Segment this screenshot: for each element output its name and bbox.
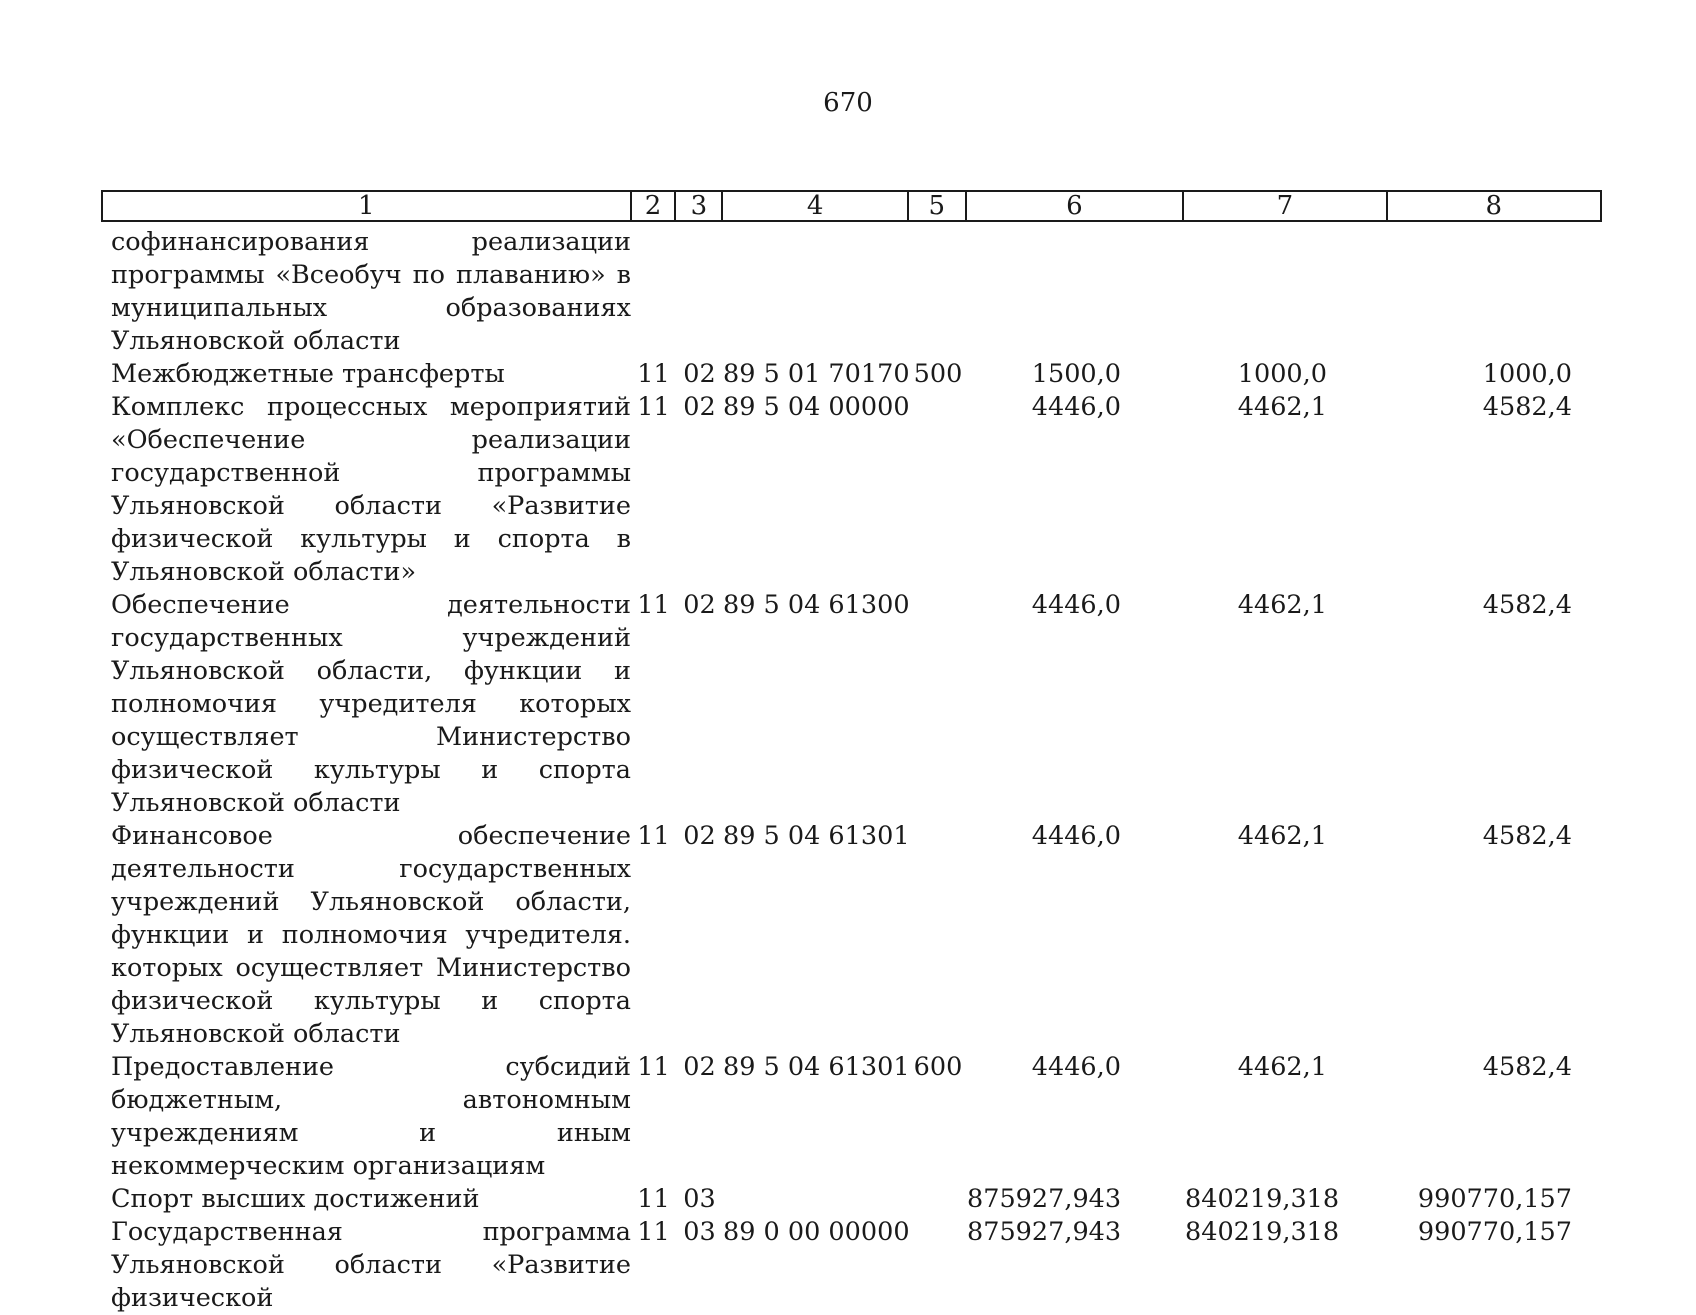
row-value-col6: 4446,0: [1031, 1052, 1121, 1082]
row-subsection: 02: [683, 590, 716, 620]
row-section: 11: [637, 1052, 670, 1082]
row-subsection: 02: [683, 821, 716, 851]
row-value-col6: 875927,943: [967, 1184, 1122, 1214]
row-target-article: 89 5 01 70170: [723, 359, 910, 389]
header-col-7: 7: [1184, 192, 1387, 220]
row-expense-type: 500: [913, 359, 963, 389]
row-value-col6: 875927,943: [967, 1217, 1122, 1247]
row-section: 11: [637, 1184, 670, 1214]
row-subsection: 02: [683, 359, 716, 389]
table-row: [101, 358, 1602, 391]
header-col-4: 4: [723, 192, 909, 220]
table-header: [101, 190, 1602, 222]
row-value-col7: 840219,318: [1185, 1184, 1340, 1214]
row-value-col7: 4462,1: [1237, 1052, 1327, 1082]
row-target-article: 89 5 04 00000: [723, 392, 910, 422]
table-row: [101, 391, 1602, 589]
row-target-article: 89 5 04 61300: [723, 590, 910, 620]
row-value-col8: 990770,157: [1417, 1184, 1572, 1214]
row-expense-type: [909, 820, 967, 1051]
row-expense-type: 600: [913, 1052, 963, 1082]
header-col-1: 1: [103, 192, 632, 220]
row-value-col8: 4582,4: [1482, 821, 1572, 851]
row-value-col6: 4446,0: [1031, 392, 1121, 422]
row-section: 11: [637, 1217, 670, 1247]
header-col-6: 6: [967, 192, 1184, 220]
row-value-col6: 4446,0: [1031, 590, 1121, 620]
row-section: 11: [637, 359, 670, 389]
row-value-col8: [1389, 226, 1602, 358]
row-section: 11: [637, 821, 670, 851]
row-value-col7: 840219,318: [1185, 1217, 1340, 1247]
row-value-col7: [1185, 226, 1389, 358]
row-expense-type: [909, 589, 967, 820]
row-section: 11: [637, 590, 670, 620]
header-col-8: 8: [1485, 191, 1503, 221]
row-target-article: 89 0 00 00000: [723, 1217, 910, 1247]
row-subsection: [676, 226, 723, 358]
row-subsection: 03: [683, 1184, 716, 1214]
row-subsection: 02: [683, 392, 716, 422]
row-name: Межбюджетные трансферты: [111, 359, 505, 389]
table-row: [101, 1051, 1602, 1183]
row-subsection: 03: [683, 1217, 716, 1247]
row-expense-type: [909, 1216, 967, 1315]
header-col-5: 5: [909, 192, 967, 220]
row-value-col8: 4582,4: [1482, 1052, 1572, 1082]
row-target-article: [723, 226, 909, 358]
row-name: Спорт высших достижений: [111, 1184, 480, 1214]
table-row: [101, 589, 1602, 820]
row-value-col8: 1000,0: [1482, 359, 1572, 389]
row-target-article: 89 5 04 61301: [723, 1052, 910, 1082]
row-name: Государственная программа Ульяновской области «Развитие физической: [111, 1217, 631, 1313]
page-number: 670: [823, 88, 873, 118]
row-section: 11: [637, 392, 670, 422]
row-name: Предоставление субсидий бюджетным, автономным учреждениям и иным некоммерческим организациям: [111, 1052, 631, 1181]
row-value-col7: 4462,1: [1237, 590, 1327, 620]
header-col-2: 2: [632, 192, 677, 220]
row-value-col8: 4582,4: [1482, 590, 1572, 620]
row-value-col6: 4446,0: [1031, 821, 1121, 851]
row-value-col7: 4462,1: [1237, 821, 1327, 851]
row-name: софинансирования реализации программы «Всеобуч по плаванию» в муниципальных образованиях Ульяновской области: [111, 227, 631, 356]
row-value-col8: 4582,4: [1482, 392, 1572, 422]
row-value-col7: 1000,0: [1237, 359, 1327, 389]
table-row: [101, 226, 1602, 358]
row-section: [631, 226, 676, 358]
table-body: [101, 226, 1602, 1315]
row-value-col6: [967, 226, 1185, 358]
row-value-col7: 4462,1: [1237, 392, 1327, 422]
row-target-article: 89 5 04 61301: [723, 821, 910, 851]
table-row: [101, 1216, 1602, 1315]
table-row: [101, 820, 1602, 1051]
row-subsection: 02: [683, 1052, 716, 1082]
row-name: Комплекс процессных мероприятий «Обеспечение реализации государственной программы Ульяновской области «Развитие физической культуры и спорта в Ульяновской области»: [111, 392, 631, 587]
header-col-3: 3: [676, 192, 723, 220]
row-name: Обеспечение деятельности государственных учреждений Ульяновской области, функции и полномочия учредителя которых осуществляет Министерство физической культуры и спорта Ульяновской области: [111, 590, 631, 818]
row-name: Финансовое обеспечение деятельности государственных учреждений Ульяновской области, функции и полномочия учредителя. которых осуществляет Министерство физической культуры и спорта Ульяновской области: [111, 821, 631, 1049]
row-expense-type: [909, 391, 967, 589]
row-value-col8: 990770,157: [1417, 1217, 1572, 1247]
row-value-col6: 1500,0: [1031, 359, 1121, 389]
row-expense-type: [909, 226, 967, 358]
